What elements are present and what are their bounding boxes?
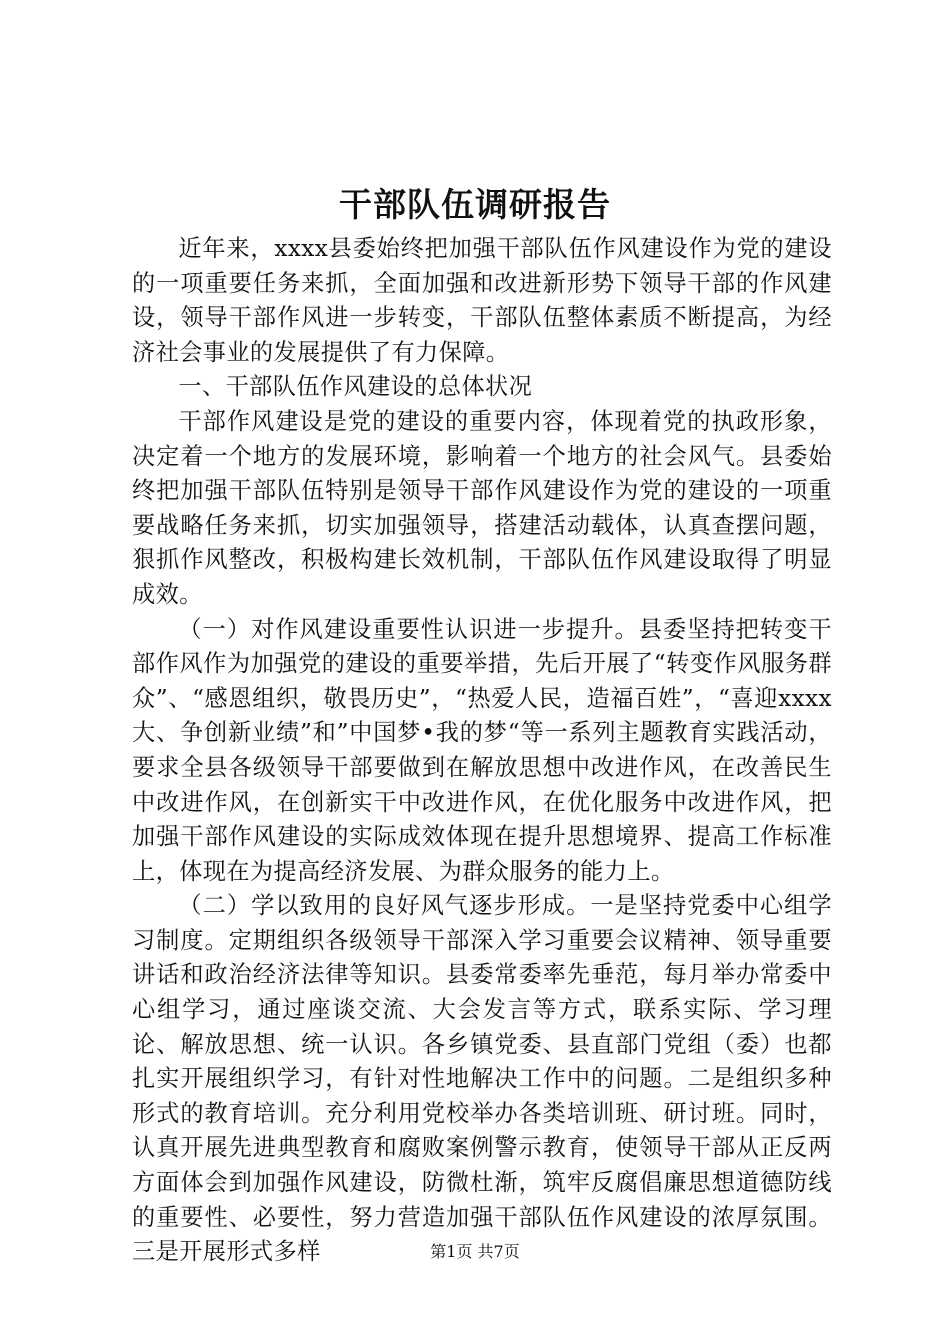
document-title: 干部队伍调研报告 — [339, 185, 611, 224]
section-heading-1: 一、干部队伍作风建设的总体状况 — [178, 373, 533, 401]
paragraph-intro: 近年来，xxxx县委始终把加强干部队伍作风建设作为党的建设的一项重要任务来抓，全面加强和改进新形势下领导干部的作风建设，领导干部作风进一步转变，干部队伍整体素质不断提高，为经济社会事业的发展提供了有力保障。 — [132, 235, 832, 366]
paragraph-point-2: （二）学以致用的良好风气逐步形成。一是坚持党委中心组学习制度。定期组织各级领导干部深入学习重要会议精神、领导重要讲话和政治经济法律等知识。县委常委率先垂范，每月举办常委中心组学习，通过座谈交流、大会发言等方式，联系实际、学习理论、解放思想、统一认识。各乡镇党委、县直部门党组（委）也都扎实开展组织学习，有针对性地解决工作中的问题。二是组织多种形式的教育培训。充分利用党校举办各类培训班、研讨班。同时，认真开展先进典型教育和腐败案例警示教育，使领导干部从正反两方面体会到加强作风建设，防微杜渐，筑牢反腐倡廉思想道德防线的重要性、必要性，努力营造加强干部队伍作风建设的浓厚氛围。三是开展形式多样 — [132, 892, 832, 1266]
paragraph-overview: 干部作风建设是党的建设的重要内容，体现着党的执政形象，决定着一个地方的发展环境，影响着一个地方的社会风气。县委始终把加强干部队伍特别是领导干部作风建设作为党的建设的一项重要战略任务来抓，切实加强领导，搭建活动载体，认真查摆问题，狠抓作风整改，积极构建长效机制，干部队伍作风建设取得了明显成效。 — [132, 407, 832, 608]
page-number-footer: 第1页 共7页 — [430, 1242, 520, 1261]
document-body — [132, 232, 832, 1270]
paragraph-point-1: （一）对作风建设重要性认识进一步提升。县委坚持把转变干部作风作为加强党的建设的重要举措，先后开展了“转变作风服务群众”、“感恩组织，敬畏历史”，“热爱人民，造福百姓”，“喜迎xxxx大、争创新业绩”和”中国梦•我的梦“等一系列主题教育实践活动，要求全县各级领导干部要做到在解放思想中改进作风，在改善民生中改进作风，在创新实干中改进作风，在优化服务中改进作风，把加强干部作风建设的实际成效体现在提升思想境界、提高工作标准上，体现在为提高经济发展、为群众服务的能力上。 — [132, 615, 832, 885]
